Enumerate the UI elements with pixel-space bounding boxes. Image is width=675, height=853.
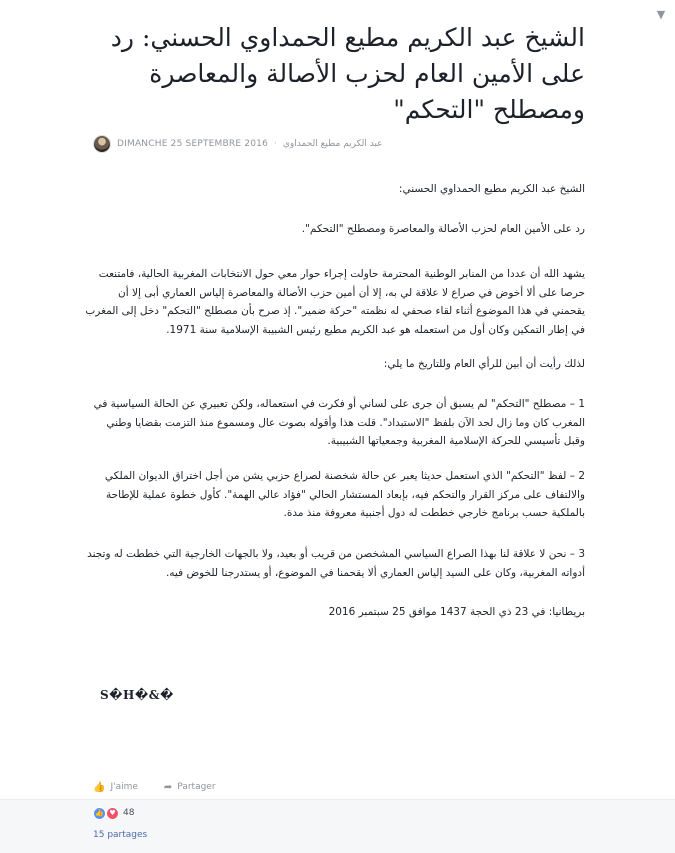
article-paragraph: 2 – لفظ "التحكم" الذي استعمل حديثا يعبر عن حالة شخصنة لصراع حزبي يشن من أجل اختراق الديوان الملكي والالتفاف على مركز القرار والتحكم فيه، بإبعاد المستشار الحالي "فؤاد عالي الهمة". كأول خطوة عملية للإطاحة بالملكية حسب برنامج خارجي خططت له دول أجنبية معروفة منذ مدة. [104,470,585,519]
article-paragraph: يشهد الله أن عددا من المنابر الوطنية المحترمة حاولت إجراء حوار معي حول الانتخابات المغربية الحالية، فامتنعت حرصا على ألا أخوض في صراع لا علاقة لي به، إلا أن أمين حزب الأصالة والمعاصرة إلياس العماري أبى إلا أن يقحمني في هذا الموضوع أثناء لقاء صحفي له نظمته "حركة ضمير". إذ صرح بأن مصطلح "التحكم" دخل إلى المغرب في إطار التمكين وكان أول من استعمله هو عبد الكريم مطيع رئيس الشبيبة الإسلامية سنة 1971. [85,268,585,336]
avatar[interactable] [93,135,111,153]
shares-link[interactable]: 15 partages [93,830,148,840]
reactions-summary[interactable] [93,806,134,820]
share-label: Partager [177,782,216,792]
action-bar [93,778,216,796]
like-reaction-icon: 👍 [93,807,106,820]
author-name[interactable]: عبد الكريم مطيع الحمداوي [282,139,383,149]
signature-text: S�H�&� [100,688,174,702]
article-paragraph: 1 – مصطلح "التحكم" لم يسبق أن جرى على لساني أو فكرت في استعماله، ولكن تعبيري عن الحالة السياسية في المغرب كان وما زال لحد الآن بلفظ "الاستبداد". قلت هذا وأقوله بصوت عال ومسموع منذ التزمت بقضايا وطني وقبل تأسيسي للحركة الإسلامية المغربية وجمعياتها الشبيبية. [93,398,585,447]
like-label: J'aime [110,782,138,792]
article-paragraph: رد على الأمين العام لحزب الأصالة والمعاصرة ومصطلح "التحكم". [301,223,585,235]
thumbs-up-icon: 👍 [93,781,106,793]
reaction-count: 48 [123,808,135,818]
article-date-line: بريطانيا: في 23 ذي الحجة 1437 موافق 25 سبتمبر 2016 [328,606,585,618]
post-title: الشيخ عبد الكريم مطيع الحمداوي الحسني: رد على الأمين العام لحزب الأصالة والمعاصرة ومصطلح "التحكم" [110,23,585,124]
share-arrow-icon: ➦ [163,781,173,793]
post-meta [93,134,383,154]
chevron-down-icon[interactable]: ▼ [656,7,666,21]
like-button[interactable] [93,782,138,793]
article-paragraph: لذلك رأيت أن أبين للرأي العام وللتاريخ ما يلي: [383,358,585,370]
meta-separator: · [274,139,277,149]
love-reaction-icon: ♥ [106,807,119,820]
share-button[interactable] [164,782,216,793]
article-paragraph: 3 – نحن لا علاقة لنا بهذا الصراع السياسي المشخصن من قريب أو بعيد، ولا بالجهات الخارجية التي خططت له وتجند أدواته المغربية، وكان على السيد إلياس العماري ألا يقحمنا في الموضوع، أو يستدرجنا للخوض فيه. [87,548,585,579]
post-date[interactable]: DIMANCHE 25 SEPTEMBRE 2016 [117,139,269,149]
article-paragraph: الشيخ عبد الكريم مطيع الحمداوي الحسني: [398,183,585,195]
